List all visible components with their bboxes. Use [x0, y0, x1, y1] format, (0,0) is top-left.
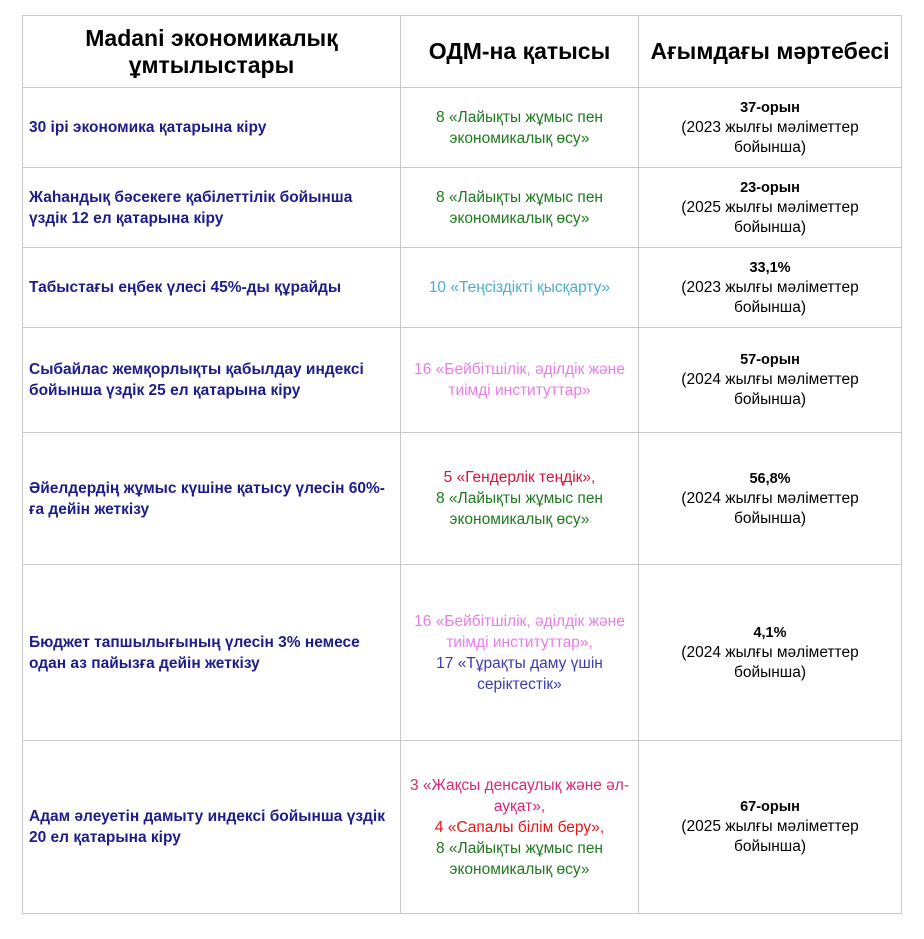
status-value: 56,8% — [749, 470, 791, 487]
sdg-cell — [401, 168, 639, 248]
status-note: (2023 жылғы мәліметтер бойынша) — [681, 278, 859, 316]
status-value: 57-орын — [740, 352, 800, 368]
table-header-row — [23, 16, 902, 88]
sdg-item: 10 «Теңсіздікті қысқарту» — [428, 279, 611, 296]
status-note: (2023 жылғы мәліметтер бойынша) — [681, 118, 859, 156]
status-note: (2025 жылғы мәліметтер бойынша) — [681, 198, 859, 236]
status-note: (2024 жылғы мәліметтер бойынша) — [681, 489, 859, 527]
sdg-cell — [401, 88, 639, 168]
table-row — [23, 328, 902, 433]
sdg-item: 17 «Тұрақты даму үшін серіктестік» — [436, 654, 603, 693]
goal-cell: Сыбайлас жемқорлықты қабылдау индексі бойынша үздік 25 ел қатарына кіру — [23, 328, 401, 433]
status-note: (2024 жылғы мәліметтер бойынша) — [681, 643, 859, 681]
header-status: Ағымдағы мәртебесі — [639, 16, 902, 88]
sdg-item: 5 «Гендерлік теңдік», — [443, 469, 596, 486]
sdg-item: 16 «Бейбітшілік, әділдік және тиімді институттар», — [414, 612, 625, 651]
header-sdg: ОДМ-на қатысы — [401, 16, 639, 88]
status-value: 37-орын — [740, 99, 800, 116]
goal-cell: Жаһандық бәсекеге қабілеттілік бойынша үздік 12 ел қатарына кіру — [23, 168, 401, 248]
status-value: 23-орын — [740, 179, 800, 196]
goal-cell: 30 ірі экономика қатарына кіру — [23, 88, 401, 168]
status-value: 67-орын — [740, 799, 800, 815]
goal-cell: Табыстағы еңбек үлесі 45%-ды құрайды — [23, 248, 401, 328]
sdg-cell — [401, 248, 639, 328]
table-row — [23, 168, 902, 248]
status-cell — [639, 248, 902, 328]
goal-cell: Бюджет тапшылығының үлесін 3% немесе одан аз пайызға дейін жеткізу — [23, 565, 401, 741]
status-cell — [639, 168, 902, 248]
sdg-item: 4 «Сапалы білім беру», — [434, 818, 605, 836]
status-cell — [639, 565, 902, 741]
sdg-item: 16 «Бейбітшілік, әділдік және тиімді институттар» — [414, 361, 625, 399]
table-row — [23, 88, 902, 168]
sdg-item: 8 «Лайықты жұмыс пен экономикалық өсу» — [435, 108, 603, 147]
status-value: 33,1% — [749, 259, 791, 276]
status-note: (2024 жылғы мәліметтер бойынша) — [681, 371, 859, 408]
sdg-item: 8 «Лайықты жұмыс пен экономикалық өсу» — [435, 188, 603, 227]
header-goals: Madani экономикалық ұмтылыстары — [23, 16, 401, 88]
status-cell — [639, 328, 902, 433]
sdg-cell — [401, 433, 639, 565]
status-cell — [639, 433, 902, 565]
goal-cell: Адам әлеуетін дамыту индексі бойынша үздік 20 ел қатарына кіру — [23, 741, 401, 914]
sdg-cell — [401, 565, 639, 741]
goal-cell: Әйелдердің жұмыс күшіне қатысу үлесін 60%-ға дейін жеткізу — [23, 433, 401, 565]
sdg-cell — [401, 328, 639, 433]
status-value: 4,1% — [753, 624, 787, 641]
status-cell — [639, 88, 902, 168]
sdg-item: 8 «Лайықты жұмыс пен экономикалық өсу» — [435, 490, 603, 528]
table-row — [23, 741, 902, 914]
table-row — [23, 565, 902, 741]
sdg-item: 8 «Лайықты жұмыс пен экономикалық өсу» — [435, 839, 603, 878]
sdg-item: 3 «Жақсы денсаулық және әл-ауқат», — [409, 776, 630, 815]
status-cell — [639, 741, 902, 914]
table-row — [23, 248, 902, 328]
status-note: (2025 жылғы мәліметтер бойынша) — [681, 818, 859, 855]
goals-table — [22, 15, 902, 914]
table-row — [23, 433, 902, 565]
sdg-cell — [401, 741, 639, 914]
